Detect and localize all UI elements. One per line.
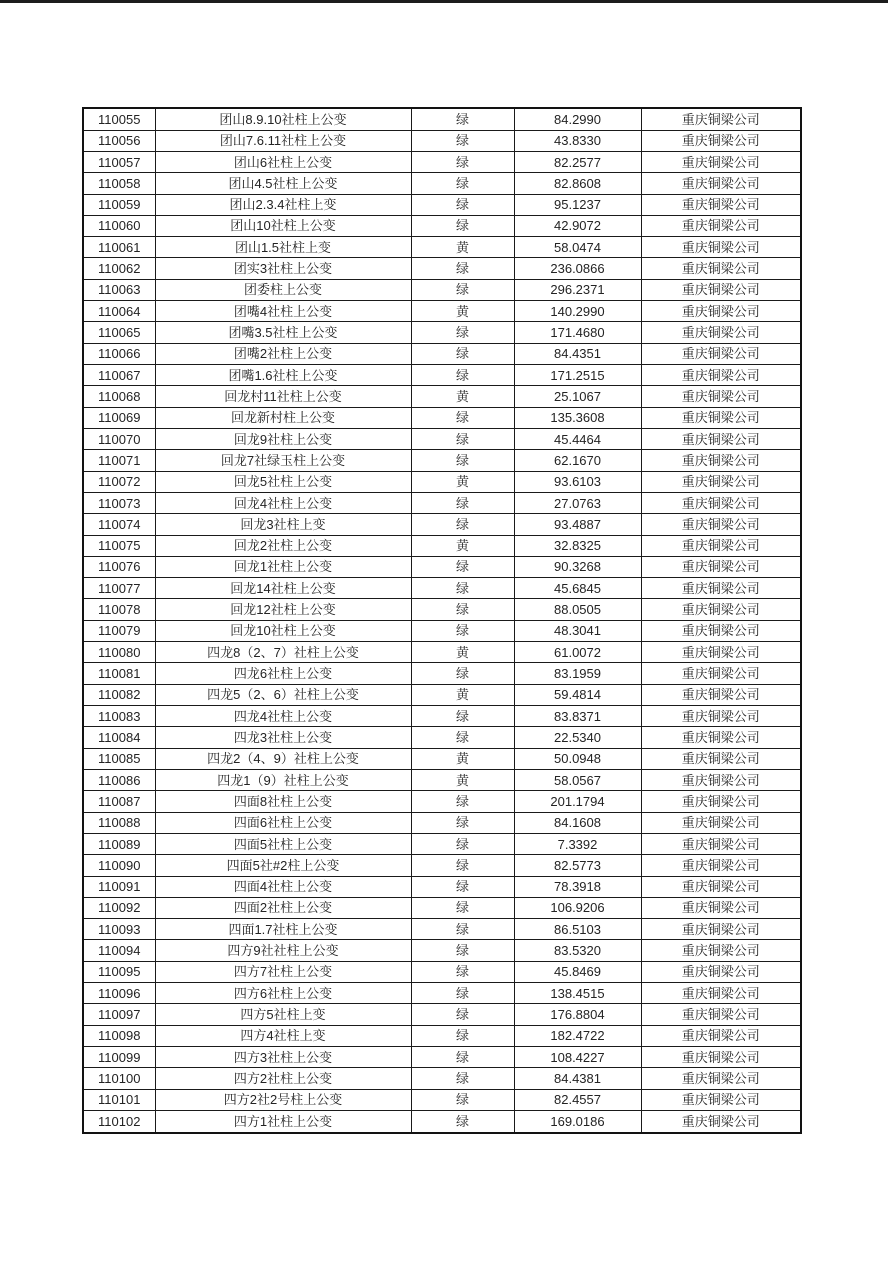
cell-status: 绿 — [411, 599, 514, 620]
cell-value: 43.8330 — [514, 130, 641, 151]
table-row — [83, 279, 801, 300]
cell-name: 四方3社柱上公变 — [155, 1047, 411, 1068]
cell-status: 绿 — [411, 1004, 514, 1025]
cell-name: 回龙4社柱上公变 — [155, 492, 411, 513]
cell-name: 回龙7社绿玉柱上公变 — [155, 450, 411, 471]
cell-name: 团实3社柱上公变 — [155, 258, 411, 279]
table-row — [83, 578, 801, 599]
cell-company: 重庆铜梁公司 — [641, 428, 801, 449]
cell-value: 58.0567 — [514, 769, 641, 790]
cell-company: 重庆铜梁公司 — [641, 599, 801, 620]
cell-company: 重庆铜梁公司 — [641, 748, 801, 769]
cell-status: 黄 — [411, 769, 514, 790]
transformer-table-body — [83, 108, 801, 1133]
cell-status: 绿 — [411, 1110, 514, 1133]
cell-status: 绿 — [411, 407, 514, 428]
cell-status: 绿 — [411, 919, 514, 940]
cell-id: 110089 — [83, 833, 155, 854]
cell-status: 黄 — [411, 301, 514, 322]
table-row — [83, 450, 801, 471]
cell-name: 回龙5社柱上公变 — [155, 471, 411, 492]
cell-value: 50.0948 — [514, 748, 641, 769]
cell-value: 84.2990 — [514, 108, 641, 130]
table-row — [83, 108, 801, 130]
cell-status: 绿 — [411, 1089, 514, 1110]
table-row — [83, 237, 801, 258]
cell-company: 重庆铜梁公司 — [641, 578, 801, 599]
cell-company: 重庆铜梁公司 — [641, 151, 801, 172]
cell-name: 团山7.6.11社柱上公变 — [155, 130, 411, 151]
table-row — [83, 301, 801, 322]
cell-name: 四方7社柱上公变 — [155, 961, 411, 982]
cell-status: 绿 — [411, 108, 514, 130]
cell-status: 绿 — [411, 1047, 514, 1068]
cell-status: 绿 — [411, 194, 514, 215]
cell-value: 59.4814 — [514, 684, 641, 705]
cell-company: 重庆铜梁公司 — [641, 940, 801, 961]
table-row — [83, 599, 801, 620]
cell-id: 110067 — [83, 365, 155, 386]
cell-value: 169.0186 — [514, 1110, 641, 1133]
cell-value: 138.4515 — [514, 983, 641, 1004]
cell-name: 四面8社柱上公变 — [155, 791, 411, 812]
cell-id: 110093 — [83, 919, 155, 940]
cell-id: 110086 — [83, 769, 155, 790]
cell-company: 重庆铜梁公司 — [641, 322, 801, 343]
cell-id: 110069 — [83, 407, 155, 428]
cell-id: 110072 — [83, 471, 155, 492]
cell-status: 黄 — [411, 748, 514, 769]
table-row — [83, 1025, 801, 1046]
cell-id: 110060 — [83, 215, 155, 236]
cell-name: 团嘴4社柱上公变 — [155, 301, 411, 322]
cell-value: 42.9072 — [514, 215, 641, 236]
cell-name: 四面2社柱上公变 — [155, 897, 411, 918]
cell-company: 重庆铜梁公司 — [641, 343, 801, 364]
cell-name: 回龙3社柱上变 — [155, 514, 411, 535]
cell-value: 140.2990 — [514, 301, 641, 322]
cell-company: 重庆铜梁公司 — [641, 855, 801, 876]
cell-status: 绿 — [411, 514, 514, 535]
cell-status: 绿 — [411, 556, 514, 577]
table-row — [83, 706, 801, 727]
cell-id: 110075 — [83, 535, 155, 556]
cell-status: 绿 — [411, 343, 514, 364]
table-row — [83, 684, 801, 705]
cell-value: 48.3041 — [514, 620, 641, 641]
table-row — [83, 535, 801, 556]
cell-company: 重庆铜梁公司 — [641, 791, 801, 812]
cell-company: 重庆铜梁公司 — [641, 450, 801, 471]
cell-id: 110056 — [83, 130, 155, 151]
table-row — [83, 876, 801, 897]
table-row — [83, 833, 801, 854]
cell-id: 110090 — [83, 855, 155, 876]
cell-id: 110078 — [83, 599, 155, 620]
table-row — [83, 492, 801, 513]
cell-name: 四龙5（2、6）社柱上公变 — [155, 684, 411, 705]
cell-company: 重庆铜梁公司 — [641, 727, 801, 748]
cell-name: 回龙9社柱上公变 — [155, 428, 411, 449]
cell-name: 四面5社#2柱上公变 — [155, 855, 411, 876]
cell-status: 黄 — [411, 386, 514, 407]
cell-status: 绿 — [411, 876, 514, 897]
cell-status: 黄 — [411, 237, 514, 258]
cell-id: 110061 — [83, 237, 155, 258]
cell-id: 110073 — [83, 492, 155, 513]
table-row — [83, 1004, 801, 1025]
cell-value: 45.8469 — [514, 961, 641, 982]
cell-status: 绿 — [411, 258, 514, 279]
cell-company: 重庆铜梁公司 — [641, 556, 801, 577]
cell-company: 重庆铜梁公司 — [641, 1004, 801, 1025]
table-row — [83, 471, 801, 492]
cell-id: 110088 — [83, 812, 155, 833]
cell-status: 绿 — [411, 365, 514, 386]
cell-name: 四龙8（2、7）社柱上公变 — [155, 642, 411, 663]
table-row — [83, 769, 801, 790]
cell-value: 82.8608 — [514, 173, 641, 194]
cell-company: 重庆铜梁公司 — [641, 301, 801, 322]
cell-status: 绿 — [411, 322, 514, 343]
cell-id: 110055 — [83, 108, 155, 130]
cell-name: 四方2社柱上公变 — [155, 1068, 411, 1089]
cell-company: 重庆铜梁公司 — [641, 983, 801, 1004]
cell-status: 绿 — [411, 215, 514, 236]
cell-company: 重庆铜梁公司 — [641, 386, 801, 407]
cell-status: 绿 — [411, 1025, 514, 1046]
cell-name: 团山6社柱上公变 — [155, 151, 411, 172]
table-row — [83, 1089, 801, 1110]
cell-value: 84.1608 — [514, 812, 641, 833]
cell-name: 四面1.7社柱上公变 — [155, 919, 411, 940]
cell-name: 四面5社柱上公变 — [155, 833, 411, 854]
cell-id: 110068 — [83, 386, 155, 407]
table-row — [83, 791, 801, 812]
table-row — [83, 1110, 801, 1133]
cell-status: 绿 — [411, 1068, 514, 1089]
cell-value: 7.3392 — [514, 833, 641, 854]
cell-value: 236.0866 — [514, 258, 641, 279]
cell-company: 重庆铜梁公司 — [641, 1047, 801, 1068]
cell-value: 88.0505 — [514, 599, 641, 620]
cell-value: 84.4381 — [514, 1068, 641, 1089]
page-top-edge-line — [0, 0, 888, 3]
cell-id: 110101 — [83, 1089, 155, 1110]
cell-value: 45.4464 — [514, 428, 641, 449]
cell-id: 110074 — [83, 514, 155, 535]
cell-name: 四方6社柱上公变 — [155, 983, 411, 1004]
cell-company: 重庆铜梁公司 — [641, 215, 801, 236]
cell-name: 回龙10社柱上公变 — [155, 620, 411, 641]
cell-company: 重庆铜梁公司 — [641, 279, 801, 300]
cell-id: 110083 — [83, 706, 155, 727]
cell-name: 团山2.3.4社柱上变 — [155, 194, 411, 215]
cell-id: 110085 — [83, 748, 155, 769]
cell-id: 110097 — [83, 1004, 155, 1025]
cell-value: 95.1237 — [514, 194, 641, 215]
cell-value: 27.0763 — [514, 492, 641, 513]
cell-value: 93.6103 — [514, 471, 641, 492]
cell-id: 110077 — [83, 578, 155, 599]
cell-company: 重庆铜梁公司 — [641, 706, 801, 727]
cell-company: 重庆铜梁公司 — [641, 492, 801, 513]
table-row — [83, 194, 801, 215]
cell-status: 绿 — [411, 578, 514, 599]
table-row — [83, 940, 801, 961]
table-row — [83, 919, 801, 940]
cell-company: 重庆铜梁公司 — [641, 897, 801, 918]
cell-value: 25.1067 — [514, 386, 641, 407]
cell-value: 90.3268 — [514, 556, 641, 577]
cell-company: 重庆铜梁公司 — [641, 237, 801, 258]
table-row — [83, 961, 801, 982]
cell-id: 110082 — [83, 684, 155, 705]
cell-name: 四面6社柱上公变 — [155, 812, 411, 833]
table-row — [83, 428, 801, 449]
cell-name: 四龙4社柱上公变 — [155, 706, 411, 727]
cell-id: 110102 — [83, 1110, 155, 1133]
cell-value: 84.4351 — [514, 343, 641, 364]
cell-company: 重庆铜梁公司 — [641, 514, 801, 535]
cell-value: 108.4227 — [514, 1047, 641, 1068]
cell-name: 回龙1社柱上公变 — [155, 556, 411, 577]
cell-id: 110100 — [83, 1068, 155, 1089]
cell-id: 110076 — [83, 556, 155, 577]
table-row — [83, 983, 801, 1004]
cell-status: 绿 — [411, 855, 514, 876]
cell-id: 110058 — [83, 173, 155, 194]
cell-id: 110071 — [83, 450, 155, 471]
cell-value: 296.2371 — [514, 279, 641, 300]
cell-name: 四面4社柱上公变 — [155, 876, 411, 897]
cell-status: 绿 — [411, 897, 514, 918]
cell-status: 绿 — [411, 812, 514, 833]
cell-id: 110065 — [83, 322, 155, 343]
cell-name: 四方4社柱上变 — [155, 1025, 411, 1046]
cell-status: 绿 — [411, 492, 514, 513]
transformer-record-table — [82, 107, 802, 1134]
cell-id: 110079 — [83, 620, 155, 641]
cell-name: 四方5社柱上变 — [155, 1004, 411, 1025]
cell-id: 110081 — [83, 663, 155, 684]
table-row — [83, 897, 801, 918]
table-row — [83, 151, 801, 172]
table-row — [83, 343, 801, 364]
cell-id: 110066 — [83, 343, 155, 364]
cell-company: 重庆铜梁公司 — [641, 812, 801, 833]
cell-company: 重庆铜梁公司 — [641, 194, 801, 215]
table-row — [83, 514, 801, 535]
cell-id: 110062 — [83, 258, 155, 279]
cell-value: 83.1959 — [514, 663, 641, 684]
cell-name: 回龙12社柱上公变 — [155, 599, 411, 620]
table-row — [83, 407, 801, 428]
cell-name: 四龙6社柱上公变 — [155, 663, 411, 684]
cell-status: 绿 — [411, 428, 514, 449]
cell-value: 82.4557 — [514, 1089, 641, 1110]
cell-status: 绿 — [411, 791, 514, 812]
cell-value: 62.1670 — [514, 450, 641, 471]
table-row — [83, 642, 801, 663]
cell-name: 团山1.5社柱上变 — [155, 237, 411, 258]
cell-name: 回龙14社柱上公变 — [155, 578, 411, 599]
cell-value: 82.5773 — [514, 855, 641, 876]
cell-company: 重庆铜梁公司 — [641, 642, 801, 663]
cell-company: 重庆铜梁公司 — [641, 919, 801, 940]
table-row — [83, 258, 801, 279]
cell-value: 93.4887 — [514, 514, 641, 535]
cell-id: 110098 — [83, 1025, 155, 1046]
cell-value: 83.8371 — [514, 706, 641, 727]
cell-status: 绿 — [411, 940, 514, 961]
cell-status: 绿 — [411, 961, 514, 982]
cell-status: 绿 — [411, 151, 514, 172]
cell-status: 绿 — [411, 130, 514, 151]
cell-name: 团委柱上公变 — [155, 279, 411, 300]
cell-id: 110084 — [83, 727, 155, 748]
table-row — [83, 173, 801, 194]
cell-status: 黄 — [411, 535, 514, 556]
cell-id: 110096 — [83, 983, 155, 1004]
table-row — [83, 322, 801, 343]
cell-value: 86.5103 — [514, 919, 641, 940]
cell-id: 110094 — [83, 940, 155, 961]
cell-status: 绿 — [411, 727, 514, 748]
cell-id: 110057 — [83, 151, 155, 172]
cell-value: 176.8804 — [514, 1004, 641, 1025]
cell-value: 32.8325 — [514, 535, 641, 556]
table-row — [83, 812, 801, 833]
table-row — [83, 386, 801, 407]
cell-name: 回龙新村柱上公变 — [155, 407, 411, 428]
cell-company: 重庆铜梁公司 — [641, 130, 801, 151]
cell-value: 82.2577 — [514, 151, 641, 172]
cell-name: 四方9社社柱上公变 — [155, 940, 411, 961]
cell-company: 重庆铜梁公司 — [641, 1089, 801, 1110]
cell-id: 110095 — [83, 961, 155, 982]
cell-status: 绿 — [411, 706, 514, 727]
cell-id: 110070 — [83, 428, 155, 449]
cell-company: 重庆铜梁公司 — [641, 365, 801, 386]
cell-value: 78.3918 — [514, 876, 641, 897]
cell-value: 182.4722 — [514, 1025, 641, 1046]
table-row — [83, 620, 801, 641]
cell-value: 61.0072 — [514, 642, 641, 663]
cell-value: 171.4680 — [514, 322, 641, 343]
cell-id: 110091 — [83, 876, 155, 897]
table-row — [83, 556, 801, 577]
table-row — [83, 1047, 801, 1068]
cell-company: 重庆铜梁公司 — [641, 535, 801, 556]
cell-company: 重庆铜梁公司 — [641, 769, 801, 790]
cell-name: 回龙村11社柱上公变 — [155, 386, 411, 407]
cell-name: 团嘴2社柱上公变 — [155, 343, 411, 364]
table-row — [83, 215, 801, 236]
cell-name: 四龙2（4、9）社柱上公变 — [155, 748, 411, 769]
cell-name: 团嘴1.6社柱上公变 — [155, 365, 411, 386]
cell-id: 110099 — [83, 1047, 155, 1068]
cell-company: 重庆铜梁公司 — [641, 833, 801, 854]
cell-company: 重庆铜梁公司 — [641, 173, 801, 194]
table-row — [83, 855, 801, 876]
cell-name: 四龙1（9）社柱上公变 — [155, 769, 411, 790]
cell-value: 83.5320 — [514, 940, 641, 961]
cell-company: 重庆铜梁公司 — [641, 1110, 801, 1133]
cell-company: 重庆铜梁公司 — [641, 1025, 801, 1046]
cell-id: 110063 — [83, 279, 155, 300]
cell-value: 135.3608 — [514, 407, 641, 428]
cell-company: 重庆铜梁公司 — [641, 663, 801, 684]
cell-company: 重庆铜梁公司 — [641, 258, 801, 279]
cell-company: 重庆铜梁公司 — [641, 407, 801, 428]
cell-company: 重庆铜梁公司 — [641, 961, 801, 982]
cell-value: 201.1794 — [514, 791, 641, 812]
table-row — [83, 727, 801, 748]
cell-value: 45.6845 — [514, 578, 641, 599]
cell-id: 110087 — [83, 791, 155, 812]
cell-name: 四方2社2号柱上公变 — [155, 1089, 411, 1110]
table-row — [83, 748, 801, 769]
cell-company: 重庆铜梁公司 — [641, 684, 801, 705]
cell-name: 团嘴3.5社柱上公变 — [155, 322, 411, 343]
cell-name: 团山10社柱上公变 — [155, 215, 411, 236]
cell-status: 绿 — [411, 279, 514, 300]
cell-company: 重庆铜梁公司 — [641, 620, 801, 641]
cell-status: 绿 — [411, 663, 514, 684]
cell-status: 绿 — [411, 833, 514, 854]
cell-id: 110059 — [83, 194, 155, 215]
cell-name: 四方1社柱上公变 — [155, 1110, 411, 1133]
cell-company: 重庆铜梁公司 — [641, 471, 801, 492]
cell-value: 171.2515 — [514, 365, 641, 386]
table-row — [83, 130, 801, 151]
cell-company: 重庆铜梁公司 — [641, 1068, 801, 1089]
cell-company: 重庆铜梁公司 — [641, 108, 801, 130]
cell-company: 重庆铜梁公司 — [641, 876, 801, 897]
cell-value: 58.0474 — [514, 237, 641, 258]
cell-name: 回龙2社柱上公变 — [155, 535, 411, 556]
cell-status: 绿 — [411, 173, 514, 194]
cell-status: 绿 — [411, 450, 514, 471]
cell-status: 绿 — [411, 620, 514, 641]
cell-id: 110080 — [83, 642, 155, 663]
table-row — [83, 1068, 801, 1089]
cell-id: 110064 — [83, 301, 155, 322]
cell-status: 黄 — [411, 471, 514, 492]
table-row — [83, 365, 801, 386]
cell-value: 106.9206 — [514, 897, 641, 918]
cell-id: 110092 — [83, 897, 155, 918]
cell-status: 黄 — [411, 642, 514, 663]
cell-name: 四龙3社柱上公变 — [155, 727, 411, 748]
cell-name: 团山4.5社柱上公变 — [155, 173, 411, 194]
table-row — [83, 663, 801, 684]
cell-status: 黄 — [411, 684, 514, 705]
cell-name: 团山8.9.10社柱上公变 — [155, 108, 411, 130]
cell-status: 绿 — [411, 983, 514, 1004]
cell-value: 22.5340 — [514, 727, 641, 748]
